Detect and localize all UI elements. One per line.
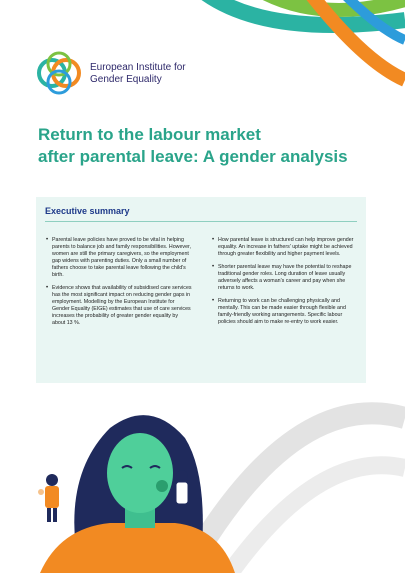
summary-bullet: • How parental leave is structured can help improve gender equality. An increase in fathers' uptake might be achieved through greater flexibility and higher payment levels. (212, 237, 358, 258)
title-line1: Return to the labour market (38, 125, 261, 144)
summary-bullet: • Returning to work can be challenging physically and mentally. This can be made easier through flexible and family-friendly working arrangements. Specific labour policies should aim to make re-entry to work easier. (212, 298, 358, 326)
summary-right-column (212, 237, 358, 332)
summary-bullet: • Shorter parental leave may have the potential to reshape traditional gender roles. Long duration of leave usually adversely affects a woman's career and pay when she returns to work. (212, 264, 358, 292)
summary-heading: Executive summary (45, 206, 130, 216)
summary-divider (45, 221, 357, 222)
org-name-line1: European Institute for (90, 62, 186, 73)
summary-bullet: • Evidence shows that availability of subsidised care services has the most significant impact on reducing gender gaps in employment. Modelling by the European Institute for Gender Equality (EIGE) estimates that use of care services increases the probability of greater gender equality by about 13 %. (46, 285, 192, 327)
woman-illustration (0, 388, 405, 573)
organization-name (90, 62, 186, 86)
executive-summary-box (36, 197, 366, 383)
summary-left-column (46, 237, 192, 333)
org-name-line2: Gender Equality (90, 74, 162, 85)
summary-bullet: • Parental leave policies have proved to be vital in helping parents to balance job and family responsibilities. However, women are still the primary caregivers, so the employment gap widens with parenting duties. Only a small number of fathers choose to take parental leave following the child's birth. (46, 237, 192, 279)
document-title (38, 124, 378, 168)
eige-logo (36, 50, 82, 96)
title-line2: after parental leave: A gender analysis (38, 147, 348, 166)
